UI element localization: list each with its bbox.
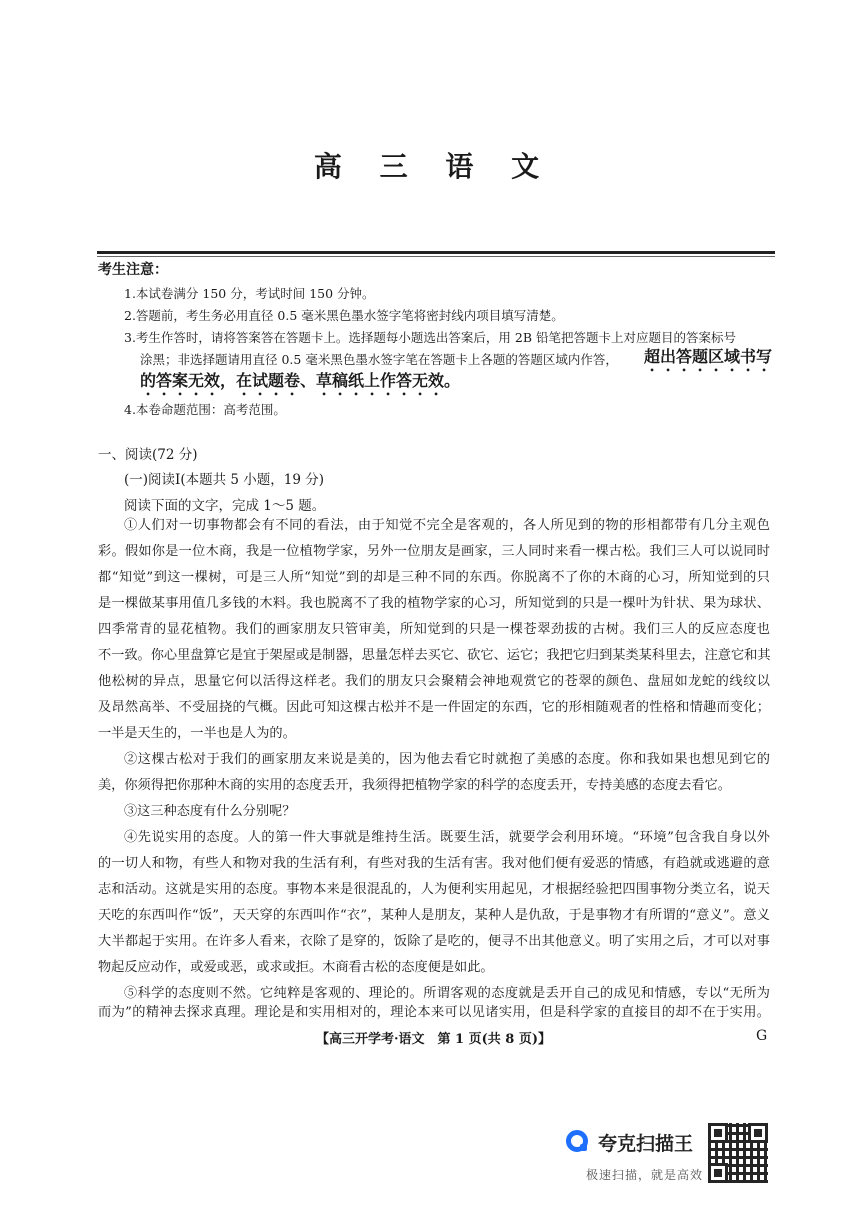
passage-line: 志和活动。这就是实用的态度。事物本来是很混乱的，人为便利实用起见，才根据经验把四围事物分类立名，说天 — [98, 882, 770, 897]
passage-line: 大半都起于实用。在许多人看来，衣除了是穿的，饭除了是吃的，便寻不出其他意义。明了实用之后，才可以对事 — [98, 934, 770, 949]
notice-item-3: 3.考生作答时，请将答案答在答题卡上。选择题每小题选出答案后，用 2B 铅笔把答题卡上对应题目的答案标号 — [124, 330, 737, 345]
passage-line: ①人们对一切事物都会有不同的看法，由于知觉不完全是客观的，各人所见到的物的形相都带有几分主观色 — [124, 518, 770, 533]
notice-item-4: 4.本卷命题范围：高考范围。 — [124, 402, 286, 417]
passage-line: 他松树的异点，思量它何以活得这样老。我们的朋友只会聚精会神地观赏它的苍翠的颜色、盘屈如龙蛇的线纹以 — [98, 674, 770, 689]
header-divider-thin — [97, 256, 775, 257]
passage-line: ⑤科学的态度则不然。它纯粹是客观的、理论的。所谓客观的态度就是丢开自己的成见和情感，专以“无所为 — [124, 986, 770, 1001]
section-heading: 一、阅读(72 分) — [98, 447, 198, 463]
passage-line: 彩。假如你是一位木商，我是一位植物学家，另外一位朋友是画家，三人同时来看一棵古松。我们三人可以说同时 — [98, 544, 770, 559]
passage-line: 四季常青的显花植物。我们的画家朋友只管审美，所知觉到的只是一棵苍翠劲拔的古树。我们三人的反应态度也 — [98, 622, 770, 637]
notice-item-1: 1.本试卷满分 150 分，考试时间 150 分钟。 — [124, 286, 375, 301]
passage-line: 物起反应动作，或爱或恶，或求或拒。木商看古松的态度便是如此。 — [98, 960, 494, 975]
scanner-brand-name: 夸克扫描王 — [598, 1133, 694, 1155]
qr-finder-icon — [748, 1123, 768, 1143]
emphasis-note-b: 的答案无效，在试题卷、草稿纸上作答无效。 — [140, 371, 461, 390]
qr-finder-icon — [708, 1123, 728, 1143]
notice-heading: 考生注意： — [98, 262, 168, 278]
passage-line: 及昂然高举、不受屈挠的气概。因此可知这棵古松并不是一件固定的东西，它的形相随观者的性格和情趣而变化； — [98, 700, 770, 715]
passage-line: 美，你须得把你那种木商的实用的态度丢开，我须得把植物学家的科学的态度丢开，专持美感的态度去看它。 — [98, 778, 731, 793]
header-divider — [97, 251, 775, 254]
page-title: 高 三 语 文 — [313, 150, 554, 183]
quark-logo-icon — [566, 1130, 588, 1152]
reading-instruction: 阅读下面的文字，完成 1～5 题。 — [124, 498, 326, 514]
qr-finder-icon — [708, 1163, 728, 1183]
passage-line: 是一棵做某事用值几多钱的木料。我也脱离不了我的植物学家的心习，所知觉到的只是一棵叶为针状、果为球状、 — [98, 596, 770, 611]
section-subheading: (一)阅读Ⅰ(本题共 5 小题，19 分) — [124, 472, 325, 488]
notice-item-2: 2.答题前，考生务必用直径 0.5 毫米黑色墨水签字笔将密封线内项目填写清楚。 — [124, 308, 564, 323]
passage-line: ④先说实用的态度。人的第一件大事就是维持生活。既要生活，就要学会利用环境。“环境”包含我自身以外 — [124, 830, 770, 845]
passage-line: 而为”的精神去探求真理。理论是和实用相对的，理论本来可以见诸实用，但是科学家的直接目的却不在于实用。 — [98, 1005, 770, 1020]
passage-line: ②这棵古松对于我们的画家朋友来说是美的，因为他去看它时就抱了美感的态度。你和我如果也想见到它的 — [124, 752, 770, 767]
notice-item-3-cont: 涂黑；非选择题请用直径 0.5 毫米黑色墨水签字笔在答题卡上各题的答题区域内作答， — [140, 352, 618, 367]
passage-line: ③这三种态度有什么分别呢？ — [124, 804, 296, 819]
qr-code-icon — [708, 1123, 768, 1183]
passage-line: 不一致。你心里盘算它是宜于架屋或是制器，思量怎样去买它、砍它、运它；我把它归到某类某科里去，注意它和其 — [98, 648, 771, 663]
passage-line: 天吃的东西叫作“饭”，天天穿的东西叫作“衣”，某种人是朋友，某种人是仇敌，于是事物才有所谓的“意义”。意义 — [98, 908, 770, 923]
scanner-slogan: 极速扫描，就是高效 — [586, 1168, 704, 1182]
emphasis-note-a: 超出答题区域书写 — [644, 347, 773, 366]
passage-line: 一半是天生的，一半也是人为的。 — [98, 726, 296, 741]
page-footer: 【高三开学考·语文 第 1 页(共 8 页)】 — [315, 1032, 552, 1047]
passage-line: 的一切人和物，有些人和物对我的生活有利，有些对我的生活有害。我对他们便有爱恶的情感，有趋就或逃避的意 — [98, 856, 770, 871]
paper-version-code: G — [756, 1028, 768, 1044]
passage-line: 都“知觉”到这一棵树，可是三人所“知觉”到的却是三种不同的东西。你脱离不了你的木商的心习，所知觉到的只 — [98, 570, 770, 585]
